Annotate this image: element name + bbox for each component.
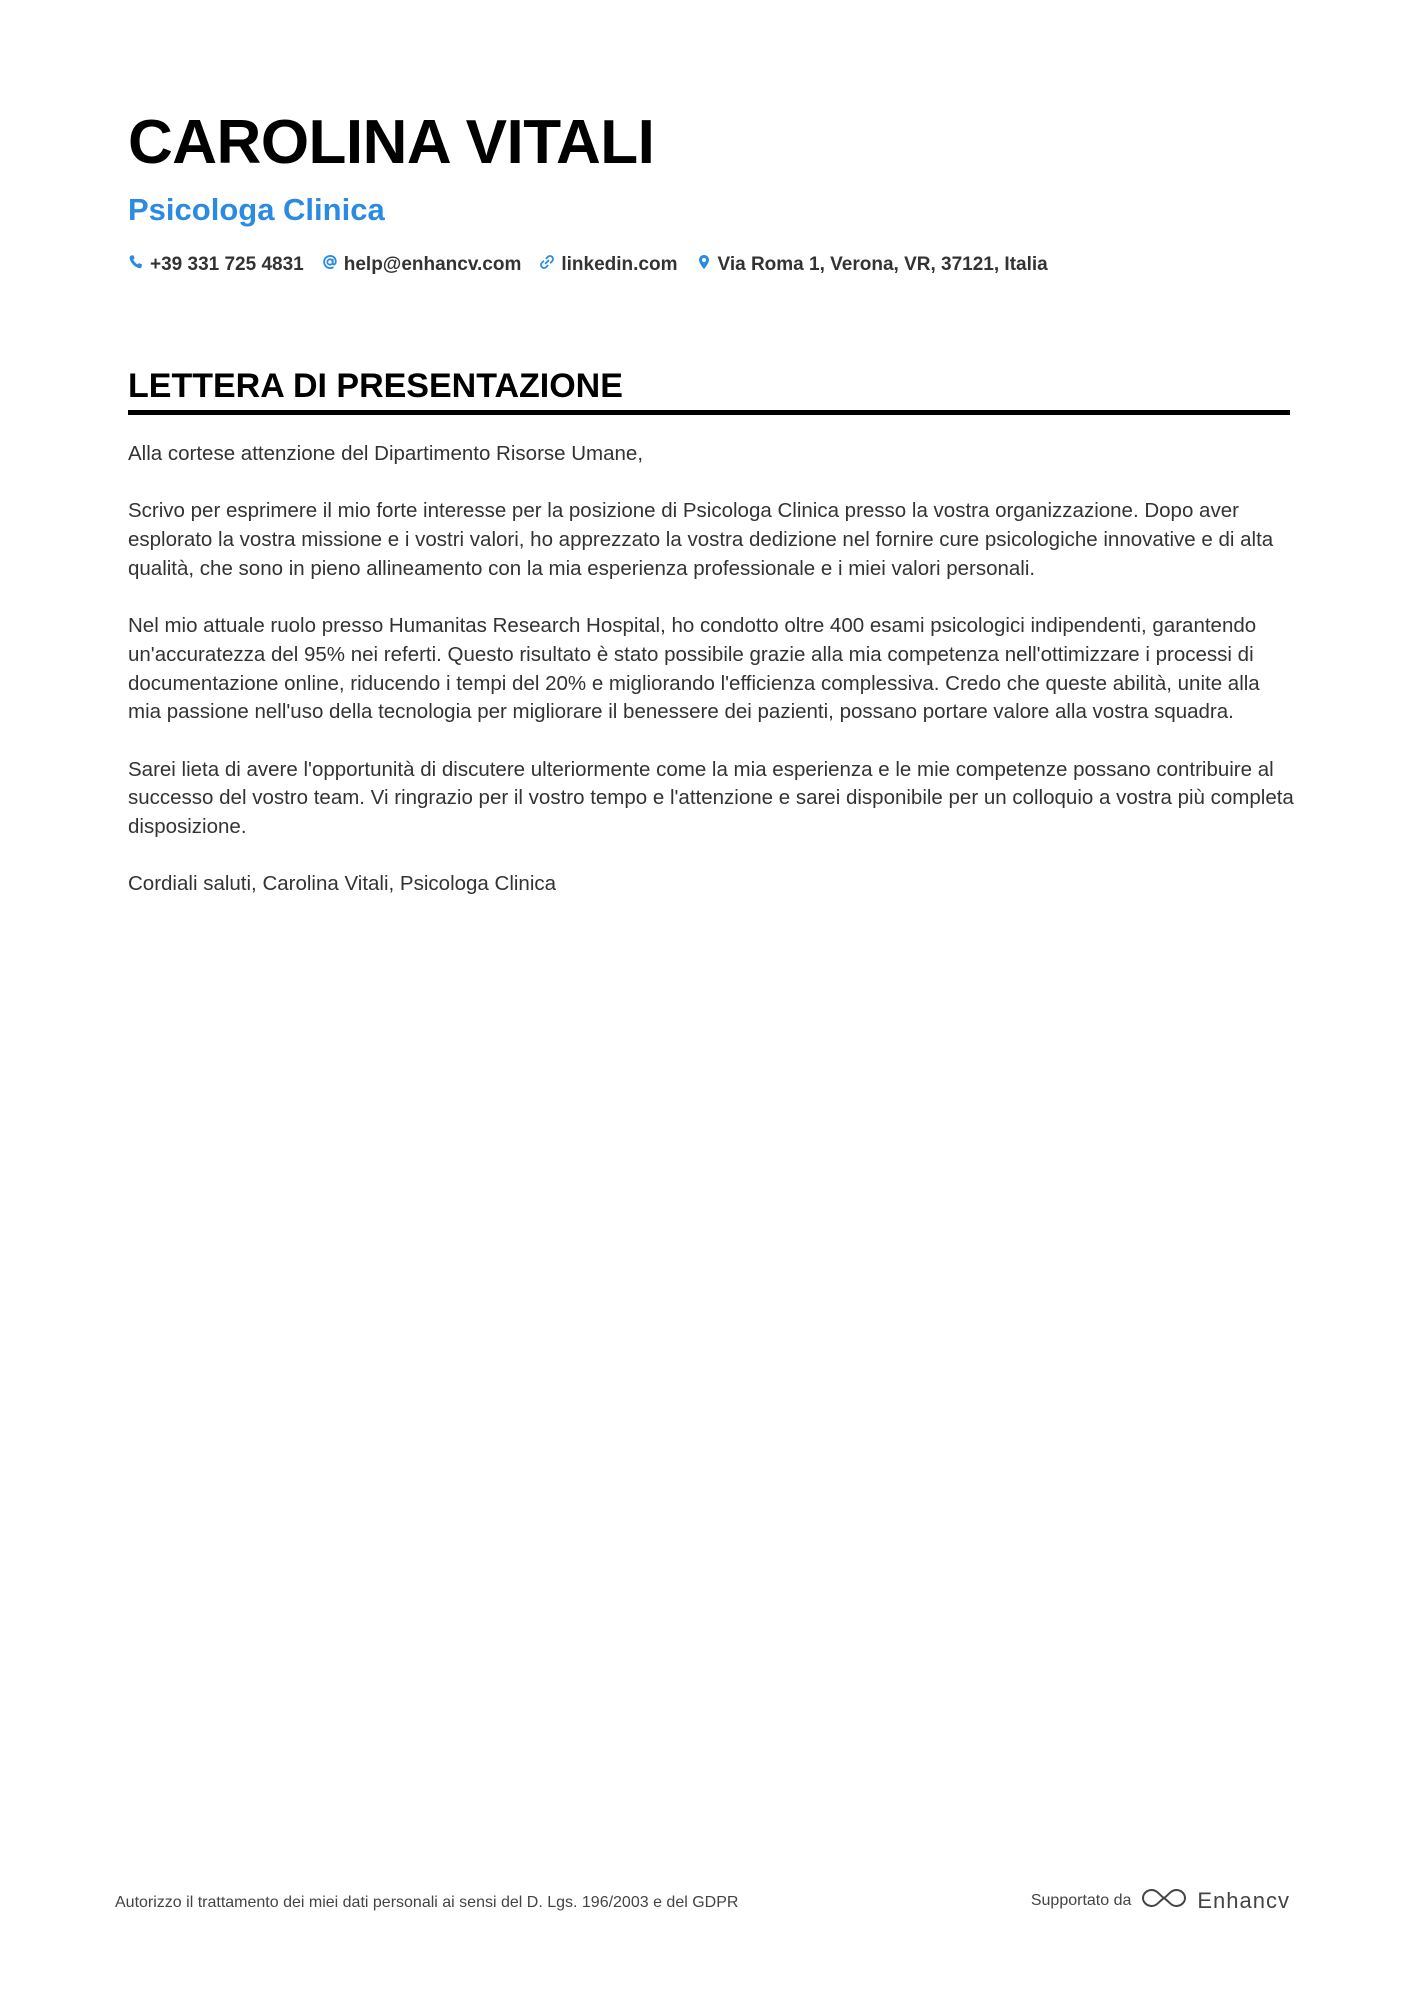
contact-phone[interactable] <box>128 254 304 276</box>
address-text: Via Roma 1, Verona, VR, 37121, Italia <box>717 254 1048 275</box>
at-icon <box>322 254 338 276</box>
enhancv-logo-icon <box>1141 1886 1187 1915</box>
location-pin-icon <box>696 254 712 276</box>
letter-paragraph: Scrivo per esprimere il mio forte interesse per la posizione di Psicologa Clinica presso la vostra organizzazione. Dopo aver esplorato la vostra missione e i vostri valori, ho apprezzato la vostra dedizione nel fornire cure psicologiche innovative e di alta qualità, che sono in pieno allineamento con la mia esperienza professionale e i miei valori personali. <box>128 499 1274 580</box>
email-text: help@enhancv.com <box>343 254 522 275</box>
section-title: LETTERA DI PRESENTAZIONE <box>128 367 623 405</box>
brand-name: Enhancv <box>1197 1887 1290 1913</box>
link-icon <box>539 254 555 276</box>
letter-closing: Cordiali saluti, Carolina Vitali, Psicologa Clinica <box>128 872 557 896</box>
brand-logo[interactable] <box>1141 1886 1290 1915</box>
phone-icon <box>128 254 144 276</box>
contact-email[interactable] <box>322 254 522 276</box>
contact-address <box>696 254 1048 276</box>
phone-text: +39 331 725 4831 <box>150 254 304 275</box>
section-divider <box>128 410 1290 415</box>
contact-bar <box>128 254 1048 276</box>
linkedin-text: linkedin.com <box>561 254 678 275</box>
letter-salutation: Alla cortese attenzione del Dipartimento Risorse Umane, <box>128 442 644 465</box>
letter-paragraph: Sarei lieta di avere l'opportunità di discutere ulteriormente come la mia esperienza e le mie competenze possano contribuire al successo del vostro team. Vi ringrazio per il vostro tempo e l'attenzione e sarei disponibile per un colloquio a vostra più completa disposizione. <box>128 757 1294 839</box>
candidate-name: CAROLINA VITALI <box>128 108 655 177</box>
letter-body <box>128 440 1298 928</box>
letter-paragraph: Nel mio attuale ruolo presso Humanitas Research Hospital, ho condotto oltre 400 esami psicologici indipendenti, garantendo un'accuratezza del 95% nei referti. Questo risultato è stato possibile grazie alla mia competenza nell'ottimizzare i processi di documentazione online, riducendo i tempi del 20% e migliorando l'efficienza complessiva. Credo che queste abilità, unite alla mia passione nell'uso della tecnologia per migliorare il benessere dei pazienti, possano portare valore alla vostra squadra. <box>128 614 1260 724</box>
powered-by-label: Supportato da <box>1030 1891 1132 1909</box>
powered-by[interactable] <box>1031 1886 1290 1915</box>
candidate-title: Psicologa Clinica <box>128 192 385 227</box>
privacy-note: Autorizzo il trattamento dei miei dati personali ai sensi del D. Lgs. 196/2003 e del GDPR <box>115 1894 739 1911</box>
contact-linkedin[interactable] <box>539 254 677 276</box>
